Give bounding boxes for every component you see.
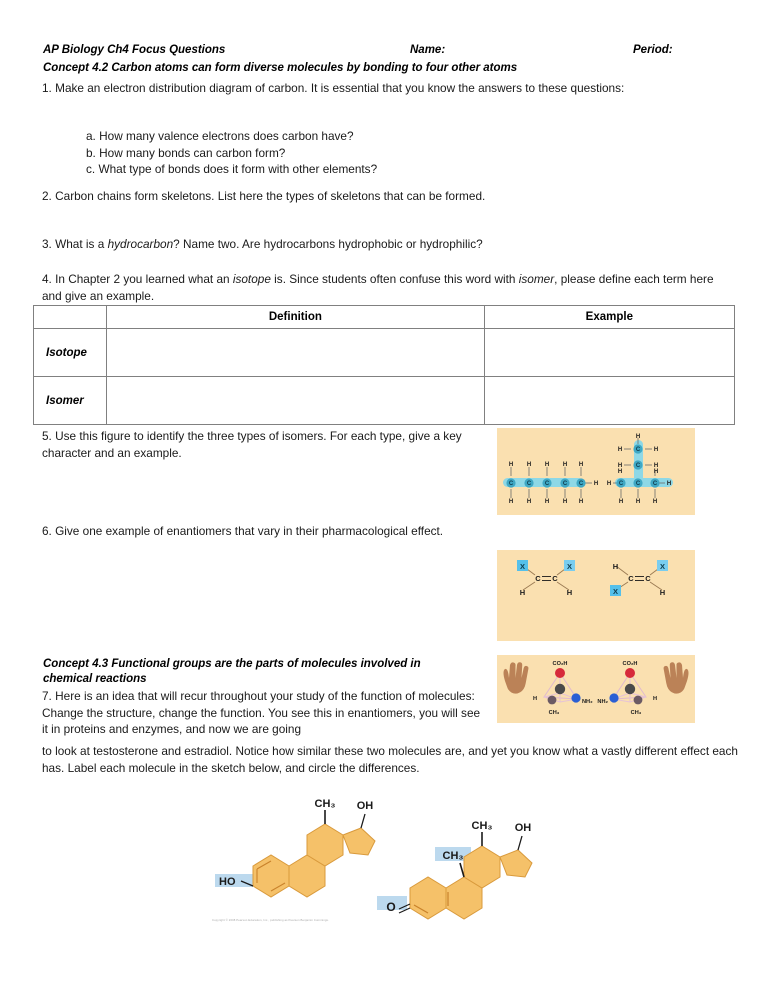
svg-text:H: H [617,463,623,470]
question-1: 1. Make an electron distribution diagram of carbon. It is essential that you know the answers to these questions: [42,81,625,95]
term-isomer: isomer [518,272,555,286]
svg-text:H: H [653,696,658,702]
svg-text:X: X [566,562,573,571]
table-cell-isotope-definition[interactable] [107,329,485,377]
question-1-subparts [86,128,726,178]
table-cell-isotope-example[interactable] [484,329,734,377]
question-7-part1: 7. Here is an idea that will recur throughout your study of the function of molecules: Change the structure, change the function. You see this in enantiomers, you will see it in proteins and enzymes, and now we are going [42,689,481,736]
table-header-row [34,306,735,329]
table-header-blank [34,306,107,329]
svg-text:H: H [653,447,659,454]
svg-text:C: C [635,463,641,470]
svg-text:C: C [645,574,651,583]
question-1c: c. What type of bonds does it form with other elements? [86,162,378,176]
svg-text:H: H [617,469,623,475]
svg-text:H: H [508,462,514,468]
testosterone-o-label: O [386,900,396,914]
svg-text:C: C [652,481,658,488]
svg-text:C: C [635,481,641,488]
figure-enantiomers [497,655,695,723]
estradiol-ho-label: HO [219,876,236,888]
question-4-text-post: , please define each term here and give an example. [42,272,714,303]
table-row [34,329,735,377]
concept-4-3-line2: chemical reactions [43,673,147,685]
question-2: 2. Carbon chains form skeletons. List here the types of skeletons that can be formed. [42,189,486,203]
concept-4-2-heading: Concept 4.2 Carbon atoms can form diverse molecules by bonding to four other atoms [43,62,518,74]
copyright-notice: Copyright © 2008 Pearson Education, Inc., publishing as Pearson Benjamin Cummings. [212,918,329,922]
concept-4-3-heading [43,657,473,687]
svg-text:H: H [562,499,568,505]
svg-text:H: H [606,481,612,488]
question-4-text-pre: 4. In Chapter 2 you learned what an [42,272,233,286]
estradiol-ch3-label: CH₃ [314,798,336,810]
table-header-example: Example [484,306,734,329]
document-header [43,44,733,60]
question-6: 6. Give one example of enantiomers that vary in their pharmacological effect. [42,524,444,538]
figure-steroid-structures [205,783,580,938]
page-title: AP Biology Ch4 Focus Questions [43,44,226,56]
svg-text:H: H [562,462,568,468]
name-field-label: Name: [410,44,446,56]
svg-text:C: C [628,574,634,583]
table-header-definition: Definition [107,306,485,329]
isotope-isomer-table [33,305,735,425]
question-1a: a. How many valence electrons does carbon have? [86,129,354,143]
svg-text:H: H [508,499,514,505]
svg-text:H: H [526,499,532,505]
testosterone-ch3-a-label: CH₃ [442,850,464,862]
svg-text:H: H [666,481,672,488]
question-1b: b. How many bonds can carbon form? [86,145,286,160]
svg-text:H: H [526,462,532,468]
svg-text:C: C [535,574,541,583]
svg-text:X: X [659,562,666,571]
question-4-text-mid: is. Since students often confuse this word with [270,272,519,286]
svg-text:H: H [659,588,666,597]
cis-trans-diagram [497,550,695,641]
svg-text:C: C [526,481,532,488]
question-5: 5. Use this figure to identify the three types of isomers. For each type, give a key character and an example. [42,429,462,460]
testosterone-ch3-b-label: CH₃ [471,820,493,832]
estradiol-oh-label: OH [356,800,374,812]
svg-text:C: C [635,447,641,454]
svg-text:H: H [612,562,619,571]
svg-text:NH₂: NH₂ [597,699,608,705]
question-3 [42,236,742,253]
svg-text:NH₂: NH₂ [582,699,593,705]
question-4 [42,271,722,304]
svg-text:X: X [612,587,619,596]
svg-text:H: H [566,588,573,597]
svg-text:H: H [593,481,599,488]
svg-text:C: C [544,481,550,488]
svg-text:C: C [562,481,568,488]
table-row-label-isomer: Isomer [34,377,107,425]
svg-text:H: H [618,499,624,505]
svg-text:H: H [544,499,550,505]
table-cell-isomer-example[interactable] [484,377,734,425]
svg-text:H: H [635,434,641,440]
question-3-text-pre: 3. What is a [42,237,108,251]
period-field-label: Period: [633,44,673,56]
structural-isomers-diagram [497,428,695,515]
svg-text:H: H [617,447,623,454]
svg-text:H: H [653,463,659,470]
svg-text:C: C [618,481,624,488]
question-3-text-post: ? Name two. Are hydrocarbons hydrophobic or hydrophilic? [173,237,483,251]
testosterone-oh-label: OH [514,822,532,834]
term-isotope: isotope [232,272,271,286]
table-row-label-isotope: Isotope [34,329,107,377]
svg-text:H: H [578,499,584,505]
svg-text:C: C [578,481,584,488]
svg-text:H: H [532,696,537,702]
question-7-part2: to look at testosterone and estradiol. Notice how similar these two molecules are, and yet you know what a vastly different effect each has. Label each molecule in the sketch below, and circle the differences. [42,744,738,775]
svg-text:CO₂H: CO₂H [552,661,568,667]
svg-text:C: C [552,574,558,583]
svg-text:CO₂H: CO₂H [622,661,638,667]
svg-text:H: H [635,499,641,505]
svg-text:H: H [544,462,550,468]
figure-structural-isomers [497,428,695,515]
term-hydrocarbon: hydrocarbon [107,237,174,251]
figure-cis-trans-isomers [497,550,695,641]
svg-text:H: H [653,469,659,475]
svg-text:CH₃: CH₃ [630,710,642,716]
table-cell-isomer-definition[interactable] [107,377,485,425]
svg-text:CH₃: CH₃ [548,710,560,716]
svg-text:H: H [652,499,658,505]
svg-text:X: X [519,562,526,571]
svg-text:H: H [519,588,526,597]
svg-text:H: H [578,462,584,468]
concept-4-3-line1: Concept 4.3 Functional groups are the parts of molecules involved in [43,658,421,670]
enantiomers-diagram [497,655,695,723]
table-row [34,377,735,425]
steroids-diagram [205,783,580,938]
svg-text:C: C [508,481,514,488]
